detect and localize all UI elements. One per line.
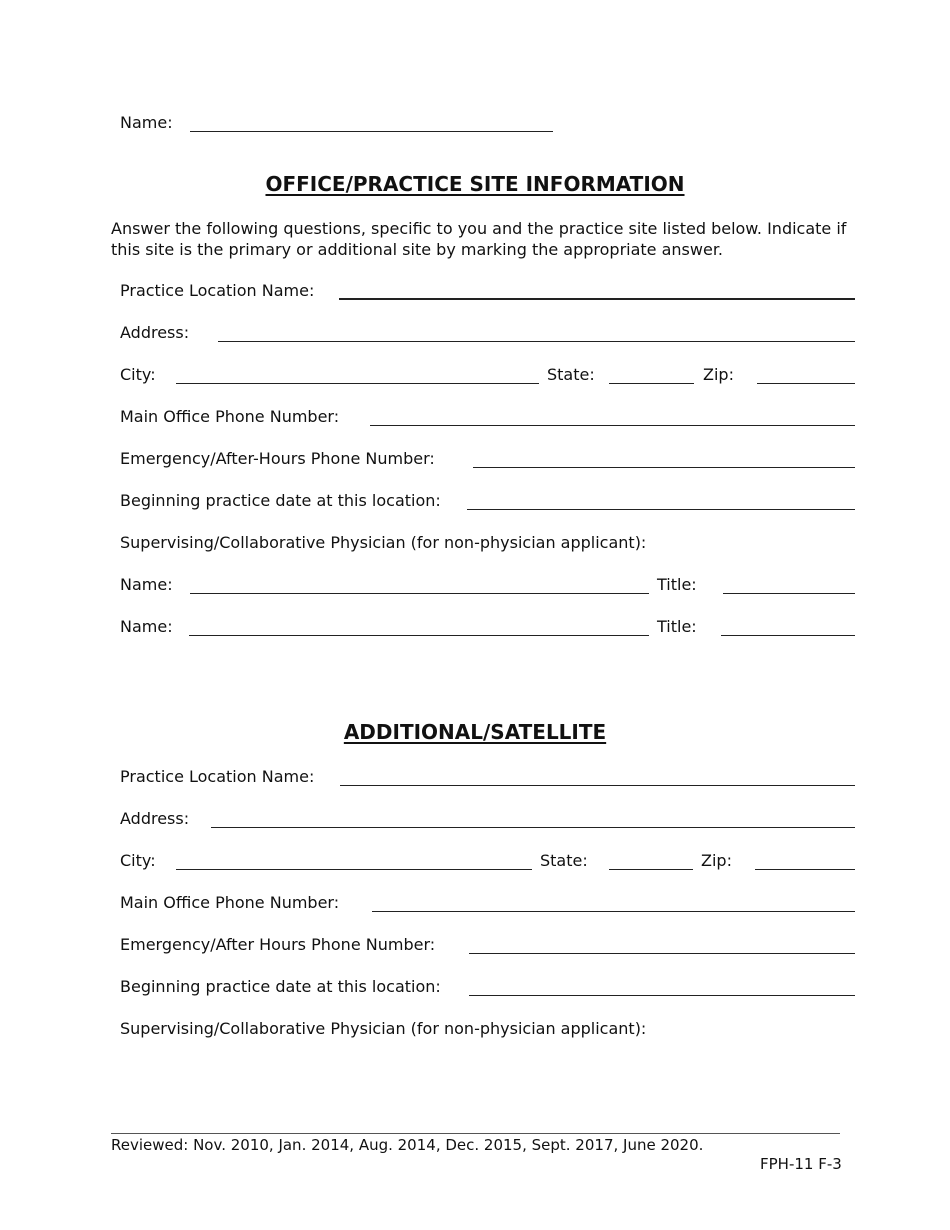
additional-zip-field[interactable]: [755, 869, 855, 870]
physician-name-label: Name:: [120, 617, 173, 636]
emergency-phone-field[interactable]: [473, 467, 855, 468]
emergency-phone-label: Emergency/After-Hours Phone Number:: [120, 449, 435, 468]
additional-main-phone-label: Main Office Phone Number:: [120, 893, 340, 912]
physician-name-label: Name:: [120, 575, 173, 594]
section-heading-primary: OFFICE/PRACTICE SITE INFORMATION: [265, 172, 685, 196]
footer-reviewed: Reviewed: Nov. 2010, Jan. 2014, Aug. 2014, Dec. 2015, Sept. 2017, June 2020.: [111, 1136, 704, 1154]
practice-location-field[interactable]: [339, 298, 855, 300]
additional-zip-label: Zip:: [701, 851, 732, 870]
state-field[interactable]: [609, 383, 694, 384]
intro-text: Answer the following questions, specific to you and the practice site listed below. Indicate if this site is the primary or additional site by marking the appropriate answer.: [111, 219, 847, 259]
additional-begin-date-field[interactable]: [469, 995, 855, 996]
physician-name-field[interactable]: [189, 635, 649, 636]
additional-supervising-label: Supervising/Collaborative Physician (for non-physician applicant):: [120, 1019, 647, 1038]
additional-city-field[interactable]: [176, 869, 532, 870]
address-field[interactable]: [218, 341, 855, 342]
additional-state-label: State:: [540, 851, 588, 870]
additional-practice-location-field[interactable]: [340, 785, 855, 786]
additional-state-field[interactable]: [609, 869, 693, 870]
physician-title-field[interactable]: [721, 635, 855, 636]
city-field[interactable]: [176, 383, 539, 384]
begin-date-label: Beginning practice date at this location:: [120, 491, 441, 510]
top-name-field[interactable]: [190, 131, 553, 132]
physician-title-label: Title:: [657, 617, 697, 636]
supervising-label: Supervising/Collaborative Physician (for non-physician applicant):: [120, 533, 647, 552]
top-name-label: Name:: [120, 113, 173, 132]
state-label: State:: [547, 365, 595, 384]
footer-divider: [111, 1133, 840, 1134]
additional-address-field[interactable]: [211, 827, 855, 828]
additional-main-phone-field[interactable]: [372, 911, 855, 912]
additional-begin-date-label: Beginning practice date at this location:: [120, 977, 441, 996]
city-label: City:: [120, 365, 156, 384]
zip-label: Zip:: [703, 365, 734, 384]
main-phone-label: Main Office Phone Number:: [120, 407, 340, 426]
zip-field[interactable]: [757, 383, 855, 384]
main-phone-field[interactable]: [370, 425, 855, 426]
address-label: Address:: [120, 323, 190, 342]
additional-emergency-phone-field[interactable]: [469, 953, 855, 954]
section-heading-additional: ADDITIONAL/SATELLITE: [343, 720, 607, 744]
physician-title-field[interactable]: [723, 593, 855, 594]
additional-address-label: Address:: [120, 809, 190, 828]
begin-date-field[interactable]: [467, 509, 855, 510]
additional-city-label: City:: [120, 851, 156, 870]
additional-emergency-phone-label: Emergency/After Hours Phone Number:: [120, 935, 436, 954]
form-id: FPH-11 F-3: [760, 1155, 842, 1173]
practice-location-label: Practice Location Name:: [120, 281, 315, 300]
physician-title-label: Title:: [657, 575, 697, 594]
physician-name-field[interactable]: [190, 593, 649, 594]
additional-practice-location-label: Practice Location Name:: [120, 767, 315, 786]
